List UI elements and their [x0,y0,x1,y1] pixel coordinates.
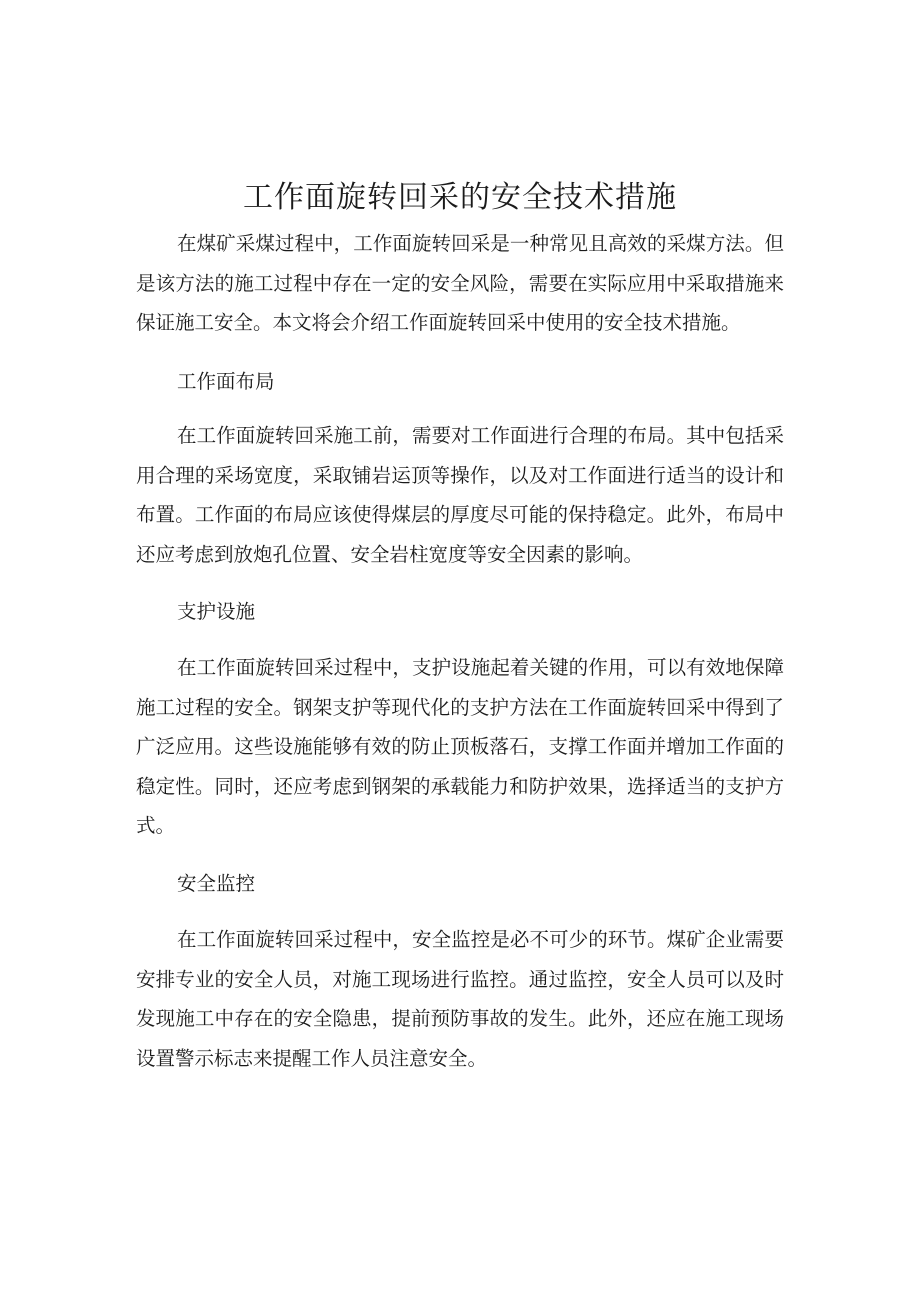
section-body-layout: 在工作面旋转回采施工前，需要对工作面进行合理的布局。其中包括采用合理的采场宽度，采取铺岩运顶等操作，以及对工作面进行适当的设计和布置。工作面的布局应该使得煤层的厚度尽可能的保持稳定。此外，布局中还应考虑到放炮孔位置、安全岩柱宽度等安全因素的影响。 [136,424,784,566]
section-heading-monitoring: 安全监控 [177,872,256,895]
section-heading-support: 支护设施 [177,600,256,623]
document-title: 工作面旋转回采的安全技术措施 [243,180,677,215]
intro-paragraph: 在煤矿采煤过程中，工作面旋转回采是一种常见且高效的采煤方法。但是该方法的施工过程中存在一定的安全风险，需要在实际应用中采取措施来保证施工安全。本文将会介绍工作面旋转回采中使用的安全技术措施。 [136,232,784,334]
section-heading-layout: 工作面布局 [177,370,275,393]
section-body-support: 在工作面旋转回采过程中，支护设施起着关键的作用，可以有效地保障施工过程的安全。钢架支护等现代化的支护方法在工作面旋转回采中得到了广泛应用。这些设施能够有效的防止顶板落石，支撑工作面并增加工作面的稳定性。同时，还应考虑到钢架的承载能力和防护效果，选择适当的支护方式。 [136,656,784,837]
section-body-monitoring: 在工作面旋转回采过程中，安全监控是必不可少的环节。煤矿企业需要安排专业的安全人员，对施工现场进行监控。通过监控，安全人员可以及时发现施工中存在的安全隐患，提前预防事故的发生。此外，还应在施工现场设置警示标志来提醒工作人员注意安全。 [136,928,784,1070]
